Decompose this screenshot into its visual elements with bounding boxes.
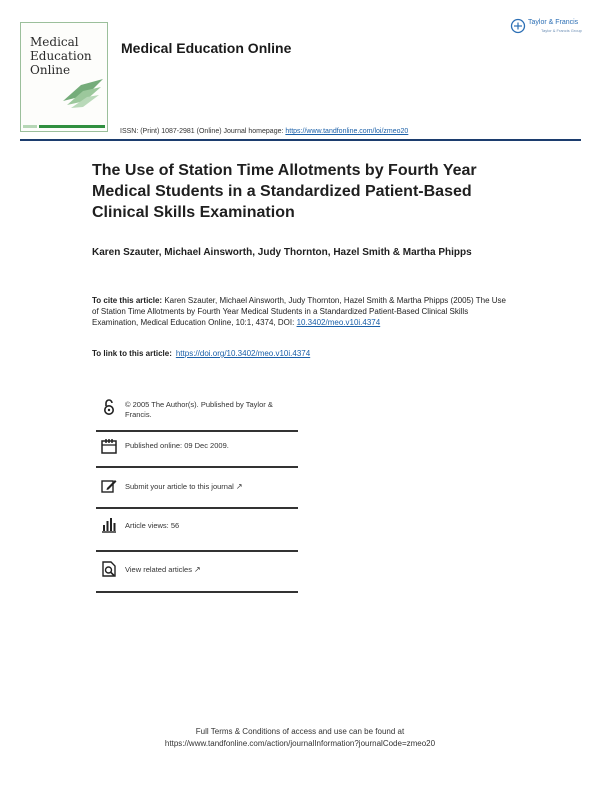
views-text: Article views: 56	[125, 521, 180, 530]
edit-icon	[100, 477, 118, 495]
doi-link[interactable]: https://doi.org/10.3402/meo.v10i.4374	[175, 349, 311, 358]
related-link[interactable]: View related articles	[125, 565, 192, 574]
cite-text: Karen Szauter, Michael Ainsworth, Judy Thornton, Hazel Smith & Martha Phipps (2005) The Use of Station Time Allotments by Fourth Year Medical Students in a Standardized Patient-Based Clinical Skills Examination, Medical Education Online, 10:1, 4374, DOI:	[92, 296, 506, 327]
divider	[96, 430, 298, 432]
publisher-logo-text: Taylor & Francis	[528, 19, 579, 26]
journal-title[interactable]: Medical Education Online	[121, 40, 292, 56]
divider	[96, 550, 298, 552]
cover-title: Medical Education Online	[30, 35, 92, 77]
publisher-logo-subtext: Taylor & Francis Group	[541, 28, 582, 33]
article-authors: Karen Szauter, Michael Ainsworth, Judy Thornton, Hazel Smith & Martha Phipps	[92, 247, 472, 258]
related-row[interactable]	[96, 560, 298, 580]
cite-doi-link[interactable]: 10.3402/meo.v10i.4374	[296, 318, 381, 327]
journal-homepage-link[interactable]: https://www.tandfonline.com/loi/zmeo20	[285, 128, 409, 135]
related-articles-icon	[100, 560, 118, 578]
cover-strip-light	[23, 125, 37, 128]
journal-cover-thumbnail	[20, 22, 108, 132]
article-link-line	[92, 349, 310, 358]
submit-row[interactable]	[96, 477, 298, 497]
divider	[96, 466, 298, 468]
footer-terms: Full Terms & Conditions of access and use can be found at	[195, 727, 405, 736]
bar-chart-icon	[100, 516, 118, 534]
citation-block	[92, 295, 512, 328]
open-access-icon	[100, 398, 118, 416]
published-row	[96, 437, 298, 457]
external-link-icon: ↗	[193, 565, 201, 574]
views-row[interactable]	[96, 516, 298, 536]
copyright-text: © 2005 The Author(s). Published by Taylor & Francis.	[125, 400, 273, 419]
external-link-icon: ↗	[235, 482, 243, 491]
cover-strip	[39, 125, 105, 128]
submit-link[interactable]: Submit your article to this journal	[125, 482, 234, 491]
taylor-francis-logo-icon	[510, 18, 526, 34]
calendar-icon	[100, 437, 118, 455]
divider	[96, 507, 298, 509]
cover-graphic	[61, 71, 105, 111]
link-label: To link to this article:	[92, 349, 172, 358]
divider	[96, 591, 298, 593]
article-title: The Use of Station Time Allotments by Fourth Year Medical Students in a Standardized Patient-Based Clinical Skills Examination	[92, 162, 477, 221]
footer	[0, 726, 600, 750]
header-divider	[20, 139, 581, 141]
cite-label: To cite this article:	[92, 296, 163, 305]
copyright-row	[96, 398, 298, 428]
published-text: Published online: 09 Dec 2009.	[125, 441, 229, 450]
footer-url[interactable]: https://www.tandfonline.com/action/journalInformation?journalCode=zmeo20	[164, 739, 436, 748]
issn-line: ISSN: (Print) 1087-2981 (Online) Journal homepage: https://www.tandfonline.com/loi/zmeo20	[120, 128, 409, 135]
